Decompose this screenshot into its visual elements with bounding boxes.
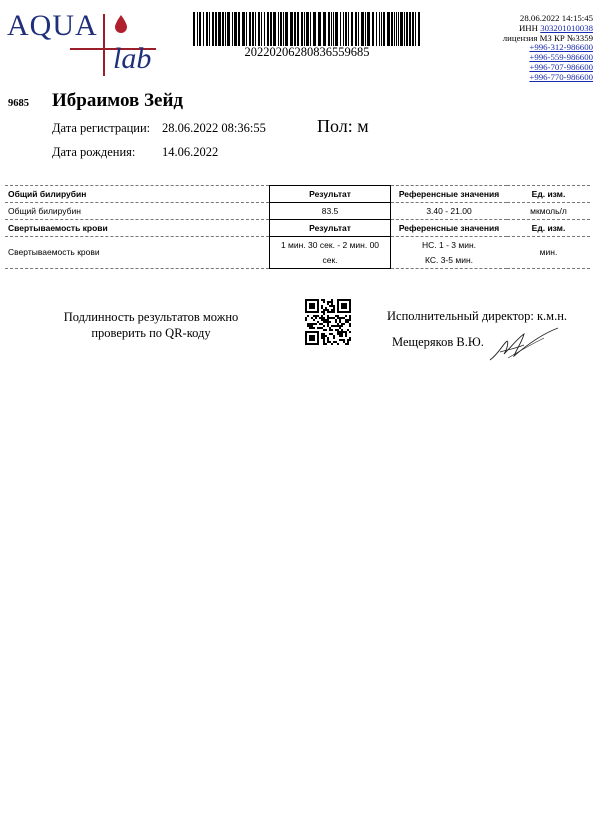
barcode-number: 20220206280836559685	[244, 45, 370, 59]
phone-link[interactable]: +996-312-986600	[529, 42, 593, 53]
test-reference: 3.40 - 21.00	[391, 203, 508, 220]
phone-link[interactable]: +996-559-986600	[529, 52, 593, 63]
section-header-row	[5, 186, 590, 203]
patient-id: 9685	[8, 98, 29, 109]
director-title: Исполнительный директор: к.м.н.	[387, 309, 568, 323]
header-info	[503, 14, 593, 83]
test-result: 1 мин. 30 сек. - 2 мин. 00 сек.	[270, 237, 391, 269]
test-unit: мин.	[507, 237, 590, 269]
test-name: Свертываемость крови	[5, 237, 270, 269]
table-row	[5, 237, 590, 269]
section-header-row	[5, 220, 590, 237]
column-header-unit: Ед. изм.	[507, 220, 590, 237]
column-header-result: Результат	[270, 186, 391, 203]
section-title: Свертываемость крови	[5, 220, 270, 237]
qr-code-image[interactable]	[305, 299, 351, 345]
results-table	[5, 185, 590, 269]
verification-note: Подлинность результатов можно проверить по QR-коду	[63, 310, 239, 340]
column-header-reference: Референсные значения	[391, 186, 508, 203]
column-header-unit: Ед. изм.	[507, 186, 590, 203]
patient-sex: Пол: м	[317, 116, 369, 136]
logo-text-lab: lab	[113, 42, 152, 75]
test-unit: мкмоль/л	[507, 203, 590, 220]
license-line: лицензия МЗ КР №3359	[502, 32, 593, 43]
director-name: Мещеряков В.Ю.	[392, 335, 484, 349]
logo-cross-vertical	[103, 14, 105, 76]
registration-date-label: Дата регистрации:	[52, 121, 151, 135]
barcode-image	[193, 12, 421, 46]
column-header-result: Результат	[270, 220, 391, 237]
phone-link[interactable]: +996-770-986600	[529, 71, 593, 82]
birth-date-value: 14.06.2022	[162, 145, 219, 159]
registration-date-value: 28.06.2022 08:36:55	[162, 121, 266, 135]
table-row	[5, 203, 590, 220]
patient-name: Ибраимов Зейд	[52, 90, 184, 111]
print-timestamp: 28.06.2022 14:15:45	[519, 13, 593, 23]
birth-date-label: Дата рождения:	[52, 145, 136, 159]
section-title: Общий билирубин	[5, 186, 270, 203]
signature-image	[484, 324, 562, 364]
test-name: Общий билирубин	[5, 203, 270, 220]
inn-link[interactable]: 303201010038	[540, 22, 593, 33]
test-reference: НС. 1 - 3 мин. КС. 3-5 мин.	[391, 237, 508, 269]
phone-link[interactable]: +996-707-986600	[529, 61, 593, 72]
blood-drop-icon	[115, 15, 127, 33]
inn-line: ИНН 303201010038	[518, 22, 593, 33]
column-header-reference: Референсные значения	[391, 220, 508, 237]
logo-text-aqua: AQUA	[7, 9, 98, 42]
test-result: 83.5	[270, 203, 391, 220]
